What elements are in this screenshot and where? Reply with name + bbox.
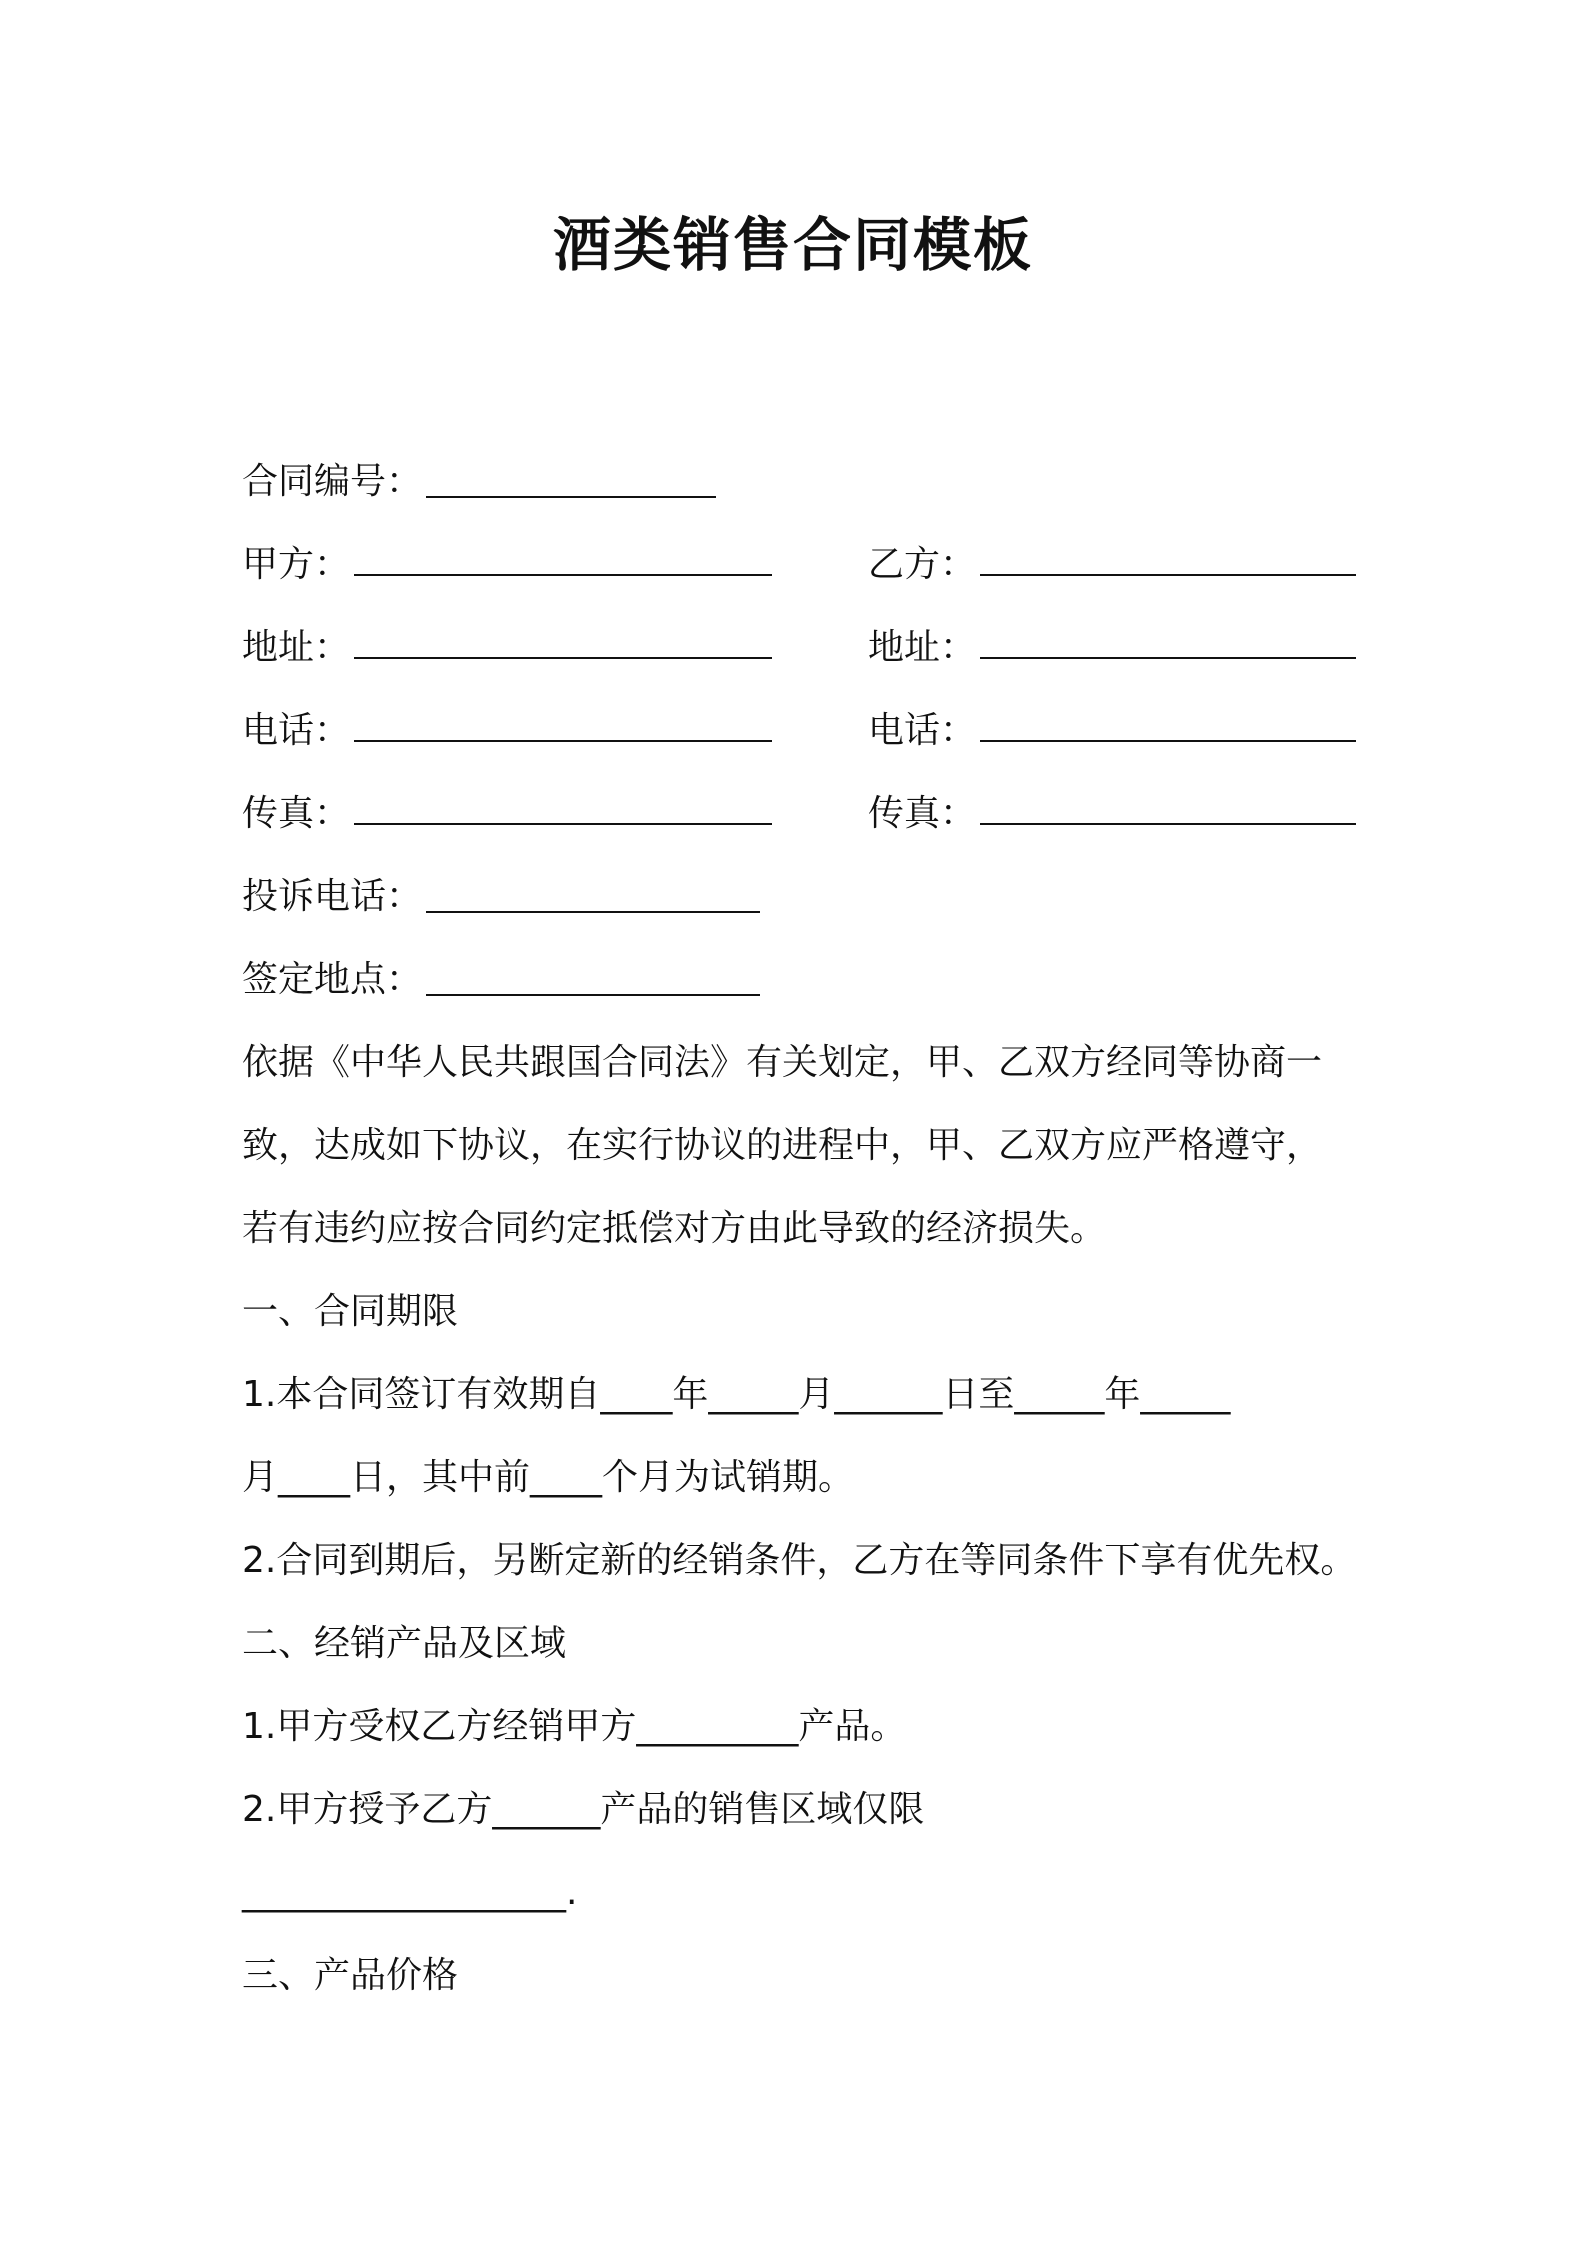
address-b-field <box>868 606 1358 689</box>
complaint-phone-label: 投诉电话： <box>242 876 423 917</box>
phone-b-label: 电话： <box>868 710 977 751</box>
section-1-item-1-line-2: 月____日，其中前____个月为试销期。 <box>242 1457 855 1498</box>
phone-row <box>242 689 1362 772</box>
address-a-label: 地址： <box>242 627 351 668</box>
fax-a-field <box>242 772 868 855</box>
party-b-blank <box>980 544 1356 576</box>
complaint-phone-blank <box>426 881 760 913</box>
signing-place-label: 签定地点： <box>242 959 423 1000</box>
document-body <box>242 440 1362 2017</box>
intro-line-2: 致，达成如下协议，在实行协议的进程中，甲、乙双方应严格遵守， <box>242 1125 1323 1166</box>
intro-line-1: 依据《中华人民共跟国合同法》有关划定，甲、乙双方经同等协商一 <box>242 1042 1323 1083</box>
address-a-field <box>242 606 868 689</box>
section-2-heading: 二、经销产品及区域 <box>242 1623 567 1664</box>
phone-b-blank <box>980 710 1356 742</box>
fax-a-blank <box>354 793 772 825</box>
party-a-blank <box>354 544 772 576</box>
intro-line-3: 若有违约应按合同约定抵偿对方由此导致的经济损失。 <box>242 1208 1107 1249</box>
phone-b-field <box>868 689 1358 772</box>
fax-b-label: 传真： <box>868 793 977 834</box>
section-2-item-2: 2.甲方授予乙方______产品的销售区域仅限 <box>242 1789 925 1830</box>
section-2-item-1: 1.甲方受权乙方经销甲方_________产品。 <box>242 1706 907 1747</box>
party-b-label: 乙方： <box>868 544 977 585</box>
fax-a-label: 传真： <box>242 793 351 834</box>
contract-no-label: 合同编号： <box>242 461 423 502</box>
party-b-field <box>868 523 1358 606</box>
section-1-item-2: 2.合同到期后，另断定新的经销条件，乙方在等同条件下享有优先权。 <box>242 1540 1357 1581</box>
address-b-label: 地址： <box>868 627 977 668</box>
section-1-heading: 一、合同期限 <box>242 1291 459 1332</box>
address-row <box>242 606 1362 689</box>
phone-a-label: 电话： <box>242 710 351 751</box>
phone-a-field <box>242 689 868 772</box>
section-2-item-2-continued: __________________. <box>242 1872 578 1913</box>
phone-a-blank <box>354 710 772 742</box>
document-title: 酒类销售合同模板 <box>552 211 1033 279</box>
fax-b-blank <box>980 793 1356 825</box>
fax-b-field <box>868 772 1358 855</box>
address-b-blank <box>980 627 1356 659</box>
fax-row <box>242 772 1362 855</box>
section-1-item-1-line-1: 1.本合同签订有效期自____年_____月______日至_____年_____ <box>242 1374 1231 1415</box>
complaint-phone-row <box>242 855 1362 938</box>
party-a-field <box>242 523 868 606</box>
section-3-heading: 三、产品价格 <box>242 1955 459 1996</box>
signing-place-row <box>242 938 1362 1021</box>
contract-no-blank <box>426 466 716 498</box>
contract-no-row <box>242 440 1362 523</box>
party-a-label: 甲方： <box>242 544 351 585</box>
party-row <box>242 523 1362 606</box>
address-a-blank <box>354 627 772 659</box>
signing-place-blank <box>426 964 760 996</box>
